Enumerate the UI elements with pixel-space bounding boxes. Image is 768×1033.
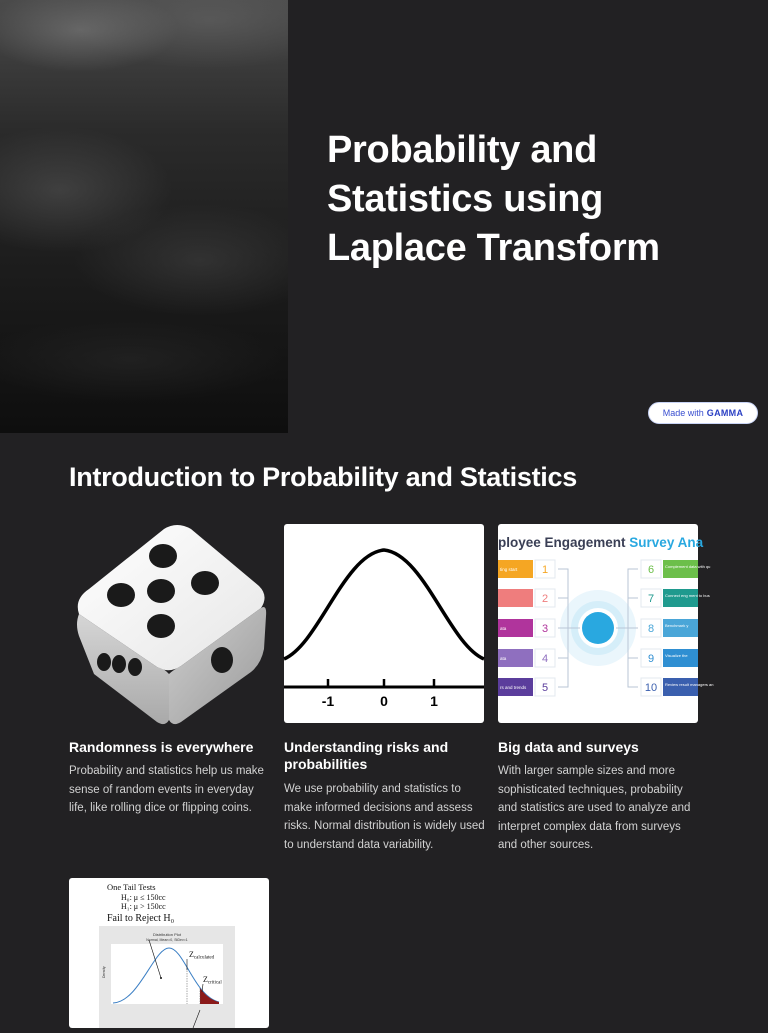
- survey-left-label: rs and trends: [500, 685, 527, 690]
- z-calc-sub: calculated: [193, 955, 215, 961]
- made-with-gamma-badge[interactable]: [648, 402, 758, 424]
- survey-right-number: 8: [647, 623, 655, 635]
- survey-infographic-image: [498, 524, 714, 723]
- z-calc-label: Z: [189, 950, 194, 959]
- tick-label-neg1: -1: [321, 693, 335, 709]
- page-title: Probability and Statistics using Laplace Transform: [327, 129, 660, 269]
- survey-right-item: [641, 560, 710, 578]
- survey-left-item: [498, 649, 555, 667]
- plot-subtitle: Normal, Mean=0, StDev=1: [146, 938, 188, 942]
- bell-curve-image: [284, 524, 484, 723]
- survey-right-item: [641, 619, 698, 637]
- survey-right-label: Review result managers an: [665, 682, 714, 687]
- survey-right-number: 7: [647, 593, 655, 605]
- infographic-title-b: Survey Ana: [629, 535, 704, 550]
- card-text-randomness: Probability and statistics help us make sense of random events in everyday life, like rolling dice or flipping coins.: [69, 765, 264, 814]
- section-title: Introduction to Probability and Statistics: [69, 462, 577, 492]
- survey-right-label: Visualize the: [665, 653, 688, 658]
- plot-title: Distribution Plot: [152, 932, 182, 937]
- bell-curve-icon: [284, 524, 484, 723]
- survey-left-label: ata: [500, 626, 507, 631]
- infographic-title-a: ployee Engagement: [498, 535, 630, 550]
- hypothesis-test-image: [69, 878, 269, 1028]
- one-tail-label: One Tail Tests: [107, 882, 156, 892]
- survey-left-number: 3: [541, 623, 549, 635]
- z-crit-label: Z: [203, 975, 208, 984]
- survey-left-item: [498, 619, 555, 637]
- card-text-bigdata: With larger sample sizes and more sophisticated techniques, probability and statistics are used to analyze and interpret complex data from surveys and other sources.: [498, 765, 691, 851]
- card-title-bigdata: Big data and surveys: [498, 739, 639, 755]
- hypothesis-test-icon: [69, 878, 269, 1028]
- survey-right-number: 6: [647, 564, 655, 576]
- dice-image: [69, 524, 269, 723]
- survey-left-item: [498, 589, 555, 607]
- svg-text:ployee Engagement Survey Ana: [498, 535, 704, 550]
- survey-left-label: ting start: [500, 567, 518, 572]
- survey-infographic-icon: [498, 524, 714, 723]
- plot-ylabel: Density: [102, 966, 106, 978]
- survey-right-label: Complement data with qu: [665, 564, 711, 569]
- survey-left-item: [498, 678, 555, 696]
- h0-label: H₀: μ ≤ 150cc: [121, 893, 166, 902]
- survey-right-number: 10: [644, 682, 658, 694]
- card-title-randomness: Randomness is everywhere: [69, 739, 254, 755]
- tick-label-1: 1: [430, 693, 438, 709]
- survey-right-item: [641, 589, 710, 607]
- tick-label-0: 0: [380, 693, 388, 709]
- survey-left-number: 5: [541, 682, 549, 694]
- hero-image: [0, 0, 288, 433]
- gamma-logo: GAMMA: [706, 408, 744, 418]
- survey-right-item: [641, 678, 713, 696]
- z-crit-sub: critical: [207, 980, 222, 986]
- fail-to-reject-label: Fail to Reject H₀: [107, 913, 175, 924]
- badge-prefix: Made with: [662, 408, 704, 418]
- survey-left-number: 4: [541, 653, 549, 665]
- survey-left-number: 2: [541, 593, 549, 605]
- survey-right-item: [641, 649, 698, 667]
- card-title-risks: Understanding risks and probabilities: [284, 739, 449, 772]
- survey-right-label: Benchmark y: [665, 623, 689, 628]
- survey-left-item: [498, 560, 555, 578]
- h1-label: H₁: μ > 150cc: [121, 902, 166, 911]
- survey-left-label: ata: [500, 656, 507, 661]
- card-text-risks: We use probability and statistics to make informed decisions and assess risks. Normal distribution is widely used to understand data variability.: [284, 783, 485, 851]
- dice-icon: [69, 524, 269, 723]
- survey-right-label: Connect eng ment to bus: [665, 593, 710, 598]
- survey-left-number: 1: [541, 564, 549, 576]
- survey-right-number: 9: [647, 653, 655, 665]
